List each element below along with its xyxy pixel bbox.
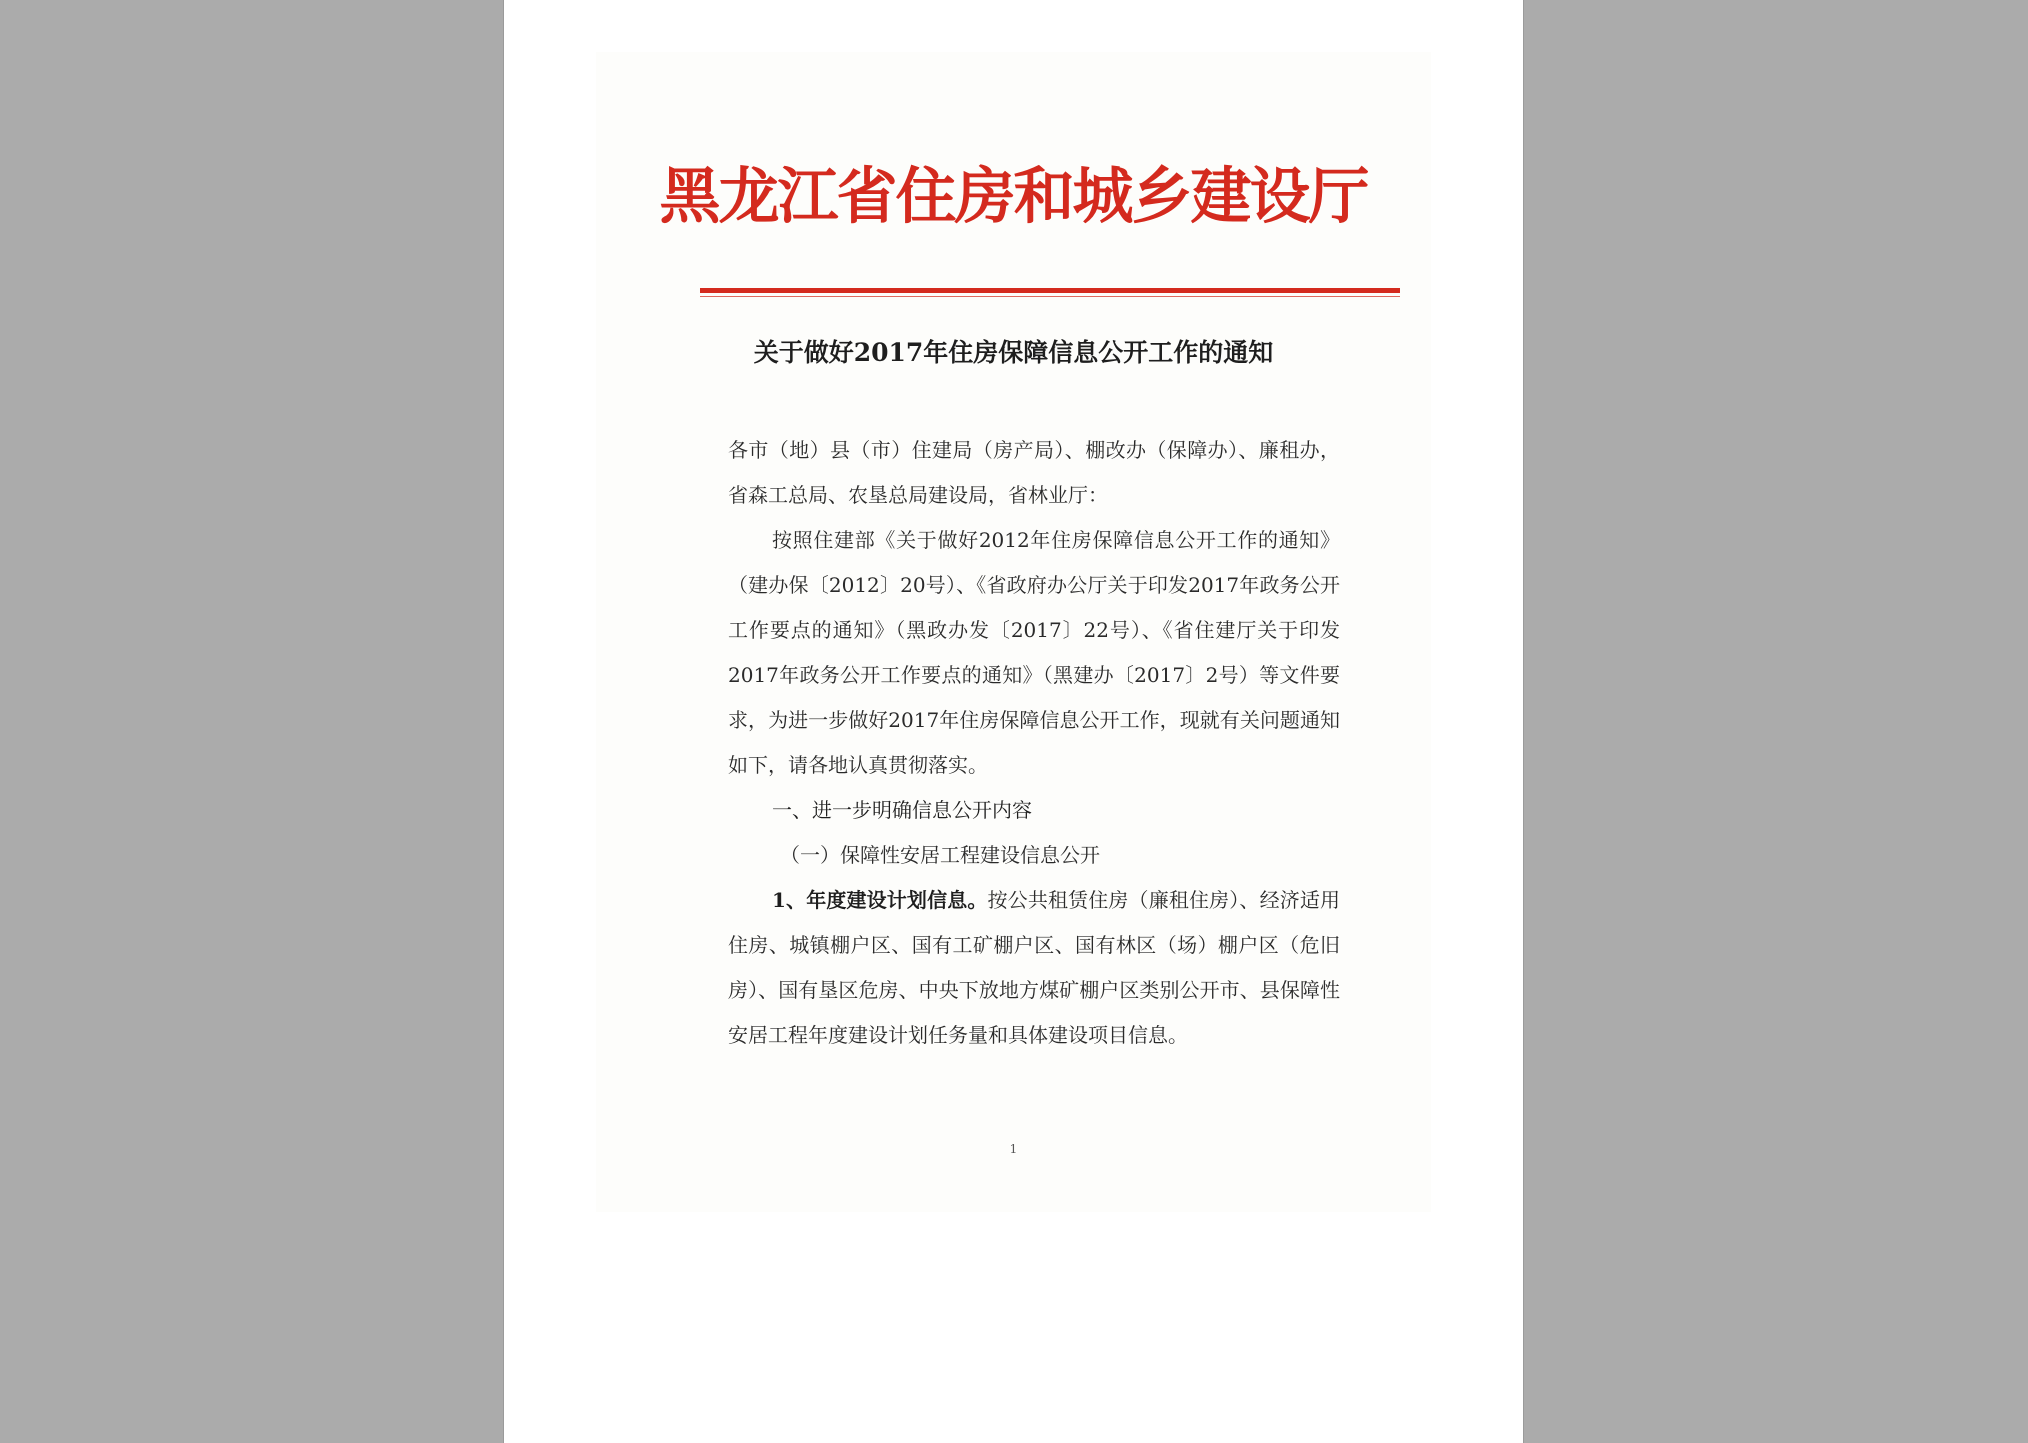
item-1-paragraph xyxy=(728,878,1340,1058)
document-body xyxy=(728,428,1340,1058)
page-number: 1 xyxy=(1009,1142,1018,1156)
subsection-heading-1: （一）保障性安居工程建设信息公开 xyxy=(780,843,1100,867)
letterhead-issuer: 黑龙江省住房和城乡建设厅 xyxy=(659,161,1368,232)
document-page xyxy=(504,0,1523,1443)
item-1-text: 按公共租赁住房（廉租住房）、经济适用住房、城镇棚户区、国有工矿棚户区、国有林区（场）棚户区（危旧房）、国有垦区危房、中央下放地方煤矿棚户区类别公开市、县保障性安居工程年度建设计划任务量和具体建设项目信息。 xyxy=(728,888,1341,1047)
letterhead-red-rule xyxy=(700,288,1400,293)
intro-paragraph: 按照住建部《关于做好2012年住房保障信息公开工作的通知》（建办保〔2012〕20号）、《省政府办公厅关于印发2017年政务公开工作要点的通知》（黑政办发〔2017〕22号）、《省住建厅关于印发2017年政务公开工作要点的通知》（黑建办〔2017〕2号）等文件要求，为进一步做好2017年住房保障信息公开工作，现就有关问题通知如下，请各地认真贯彻落实。 xyxy=(728,528,1340,777)
salutation: 各市（地）县（市）住建局（房产局）、棚改办（保障办）、廉租办，省森工总局、农垦总局建设局，省林业厅： xyxy=(728,438,1340,507)
section-heading-1: 一、进一步明确信息公开内容 xyxy=(772,798,1032,822)
item-1-lead: 1、年度建设计划信息。 xyxy=(772,888,988,912)
letterhead-red-rule-thin xyxy=(700,296,1400,297)
document-title: 关于做好2017年住房保障信息公开工作的通知 xyxy=(753,338,1274,367)
